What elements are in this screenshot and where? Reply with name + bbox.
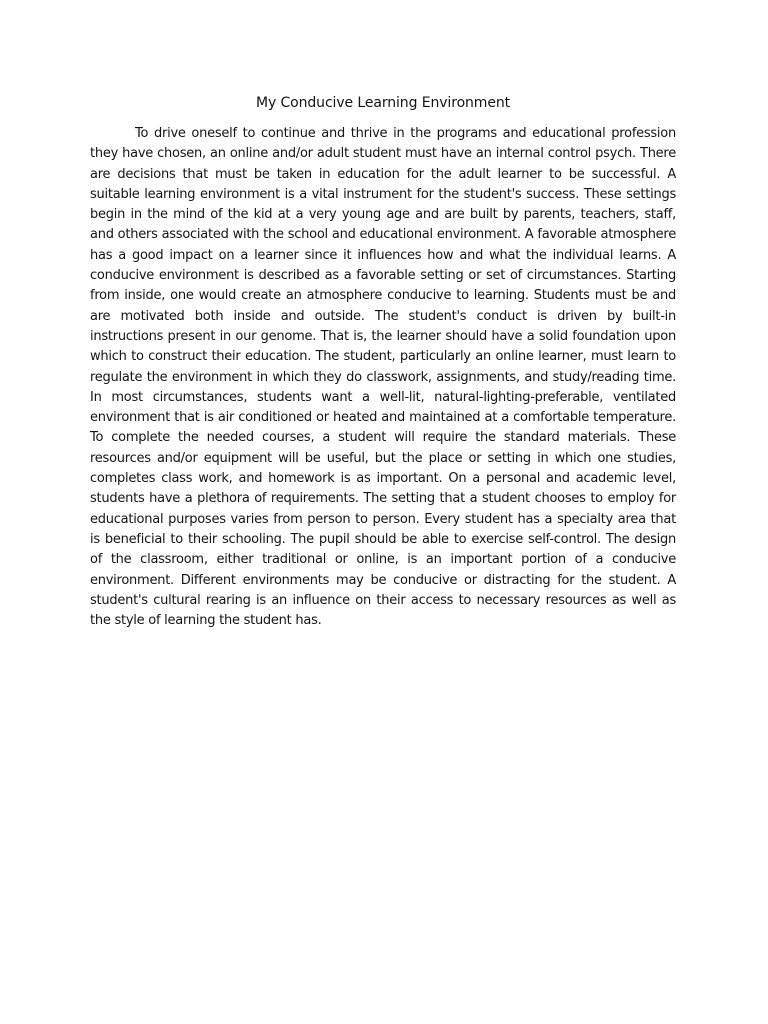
body-paragraph: To drive oneself to continue and thrive in the programs and educational profession they have chosen, an online and/or adult student must have an internal control psych. There are decisions that must be taken in education for the adult learner to be successful. A suitable learning environment is a vital instrument for the student's success. These settings begin in the mind of the kid at a very young age and are built by parents, teachers, staff, and others associated with the school and educational environment. A favorable atmosphere has a good impact on a learner since it influences how and what the individual learns. A conducive environment is described as a favorable setting or set of circumstances. Starting from inside, one would create an atmosphere conducive to learning. Students must be and are motivated both inside and outside. The student's conduct is driven by built-in instructions present in our genome. That is, the learner should have a solid foundation upon which to construct their education. The student, particularly an online learner, must learn to regulate the environment in which they do classwork, assignments, and study/reading time. In most circumstances, students want a well-lit, natural-lighting-preferable, ventilated environment that is air conditioned or heated and maintained at a comfortable temperature. To complete the needed courses, a student will require the standard materials. These resources and/or equipment will be useful, but the place or setting in which one studies, completes class work, and homework is as important. On a personal and academic level, students have a plethora of requirements. The setting that a student chooses to employ for educational purposes varies from person to person. Every student has a specialty area that is beneficial to their schooling. The pupil should be able to exercise self-control. The design of the classroom, either traditional or online, is an important portion of a conducive environment. Different environments may be conducive or distracting for the student. A student's cultural rearing is an influence on their access to necessary resources as well as the style of learning the student has.: [90, 126, 676, 629]
document-title: My Conducive Learning Environment: [255, 95, 511, 111]
